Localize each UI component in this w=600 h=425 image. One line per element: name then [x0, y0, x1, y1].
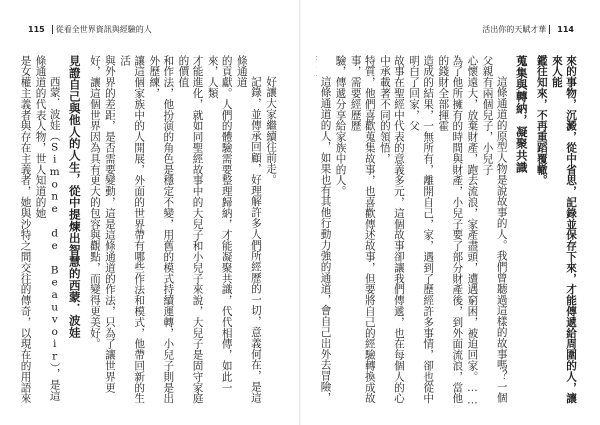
text-column: 這條通道的人，如果也有其他行動力強的通道，會自己出外去冒險，: [319, 76, 332, 404]
text-column: 來的事物，沉澱，從中省思，記錄並保存下來，才能傳遞給周圍的人，讓來人能: [550, 55, 577, 404]
text-column: 是女權主義者與存在主義者，她與沙特之間交往的傳奇，以現在的用語來: [19, 55, 32, 404]
left-running-title: 從看全世界資訊與經驗的人: [55, 24, 152, 34]
text-column: 西蒙．波娃（Simone de Beauvoir），是這條通道的代表人物，世人知道的她: [34, 55, 61, 402]
header-divider: [52, 25, 53, 34]
text-column: 好，讓這個世界因為具有更大的包容與觀點，而變得更美好。: [88, 55, 101, 350]
text-column: 與外界的差距，是否需要變動，這是這條通道的作法，只為了讓世界更: [103, 55, 116, 393]
text-column: 為了他所擁有的時間與財產，小兒子要了部分財產後，到外面流浪，當他的錢財全部揮霍: [437, 55, 464, 404]
section-heading: 見證自己與他人的人生，從中提煉出智慧的西蒙．波娃: [67, 55, 82, 339]
right-page-header: [482, 22, 578, 36]
right-running-title: 活出你的天賦才華: [482, 24, 547, 34]
text-column: 心懷遠大，放棄財產，跑去流浪，家產盡頭，遭遇窮困，被迫回家。……: [466, 55, 479, 407]
text-column: 這條通道的原型人物是說故事的人。我們曾聽過這樣的故事嗎？一個父親有兩個兒子，小兒子: [481, 55, 508, 404]
text-column: 才能進化，就如同聖經故事中的大兒子和小兒子來說，大兒子是固守家庭的價值: [177, 55, 204, 404]
text-column: 的貢獻。人們的體驗需要整理歸納，才能凝聚共識，代代相傳，如此一來，人類: [206, 55, 233, 393]
text-column: 鑑往知來，不再重蹈覆轍。: [535, 55, 548, 186]
right-page-body: [316, 55, 578, 410]
right-page: [300, 0, 600, 425]
text-column: 特質，他們喜歡蒐集故事，也喜歡傳述故事，但要將自己的經驗轉換成故事，需要經歷歷: [349, 55, 376, 404]
text-column: 記錄，並傳承回顧，好理解許多人們所經歷的一切，意義何在，是這條通道: [235, 55, 262, 404]
text-column: 讓這個家族中的人開展，外面的世界帶有哪些作法和模式，他帶回新的生活: [119, 55, 146, 404]
section-heading: 蒐集與轉納，凝聚共識: [514, 55, 529, 173]
text-column: 驗，傳遞分享給家族中的人。: [334, 55, 347, 197]
text-column: 好讓大家繼續往前走。: [265, 76, 277, 186]
left-page-header: [24, 22, 152, 36]
text-column: 造成的結果，一無所有，離開自己，家，遇到了歷經許多事情，卻也從中明白了回家，父: [408, 55, 435, 404]
text-column: 和作法，他扮演的角色是穩定不變，用舊的模式持續運轉，小兒子則是出外歷練，: [148, 55, 175, 404]
right-page-number: 114: [557, 24, 574, 34]
left-page-body: [18, 55, 278, 410]
header-divider: [549, 25, 550, 34]
text-column: 故事在聖經中代表的意義多元，這個故事卻讓我們傳遞，也在每個人的心中承載著不同的領悟，: [378, 55, 405, 404]
left-page-number: 115: [28, 24, 45, 34]
